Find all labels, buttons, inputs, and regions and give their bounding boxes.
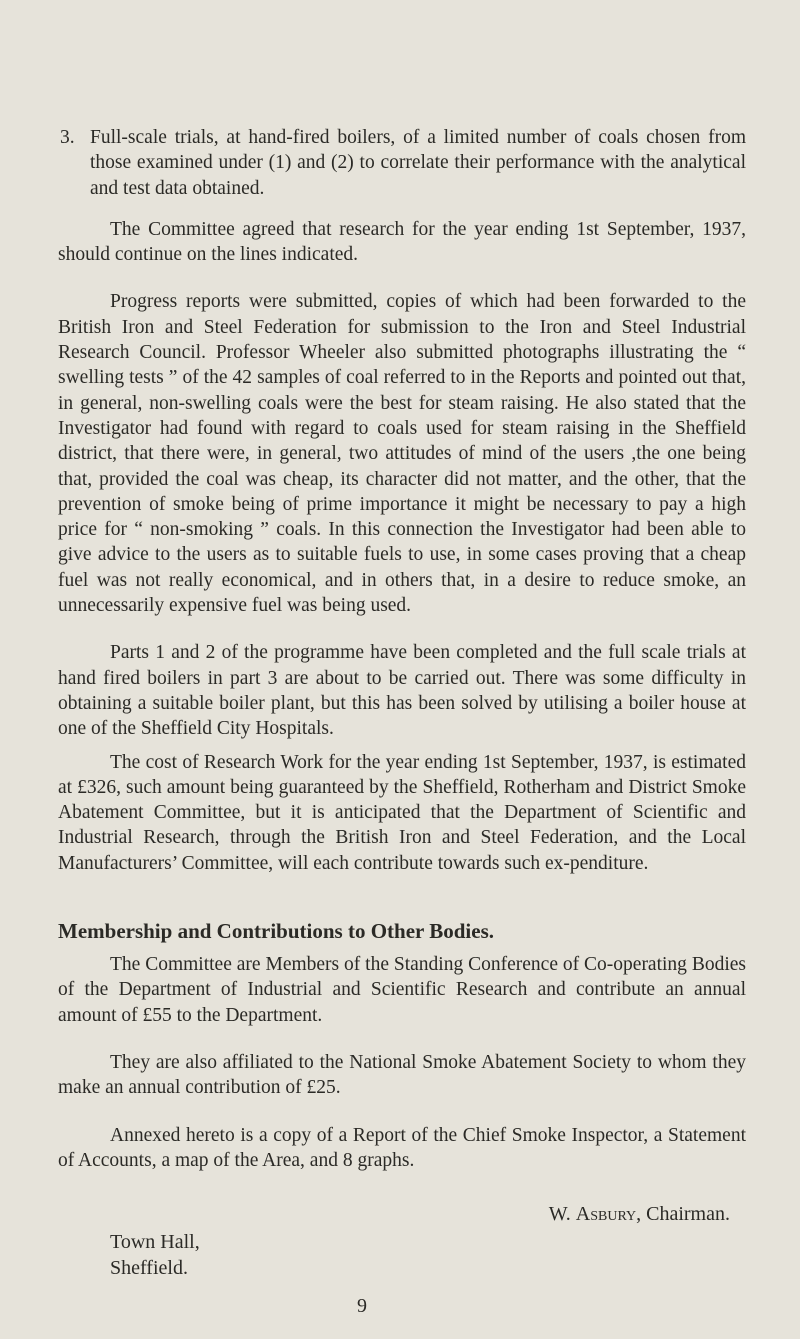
address-line-1: Town Hall, [110, 1231, 200, 1254]
signature [58, 1201, 746, 1227]
section-heading: Membership and Contributions to Other Bodies. [58, 919, 494, 944]
page-number: 9 [357, 1295, 367, 1318]
paragraph-research-continuation: The Committee agreed that research for the year ending 1st September, 1937, should continue on the lines indicated. [58, 218, 746, 266]
paragraph-research-cost: The cost of Research Work for the year ending 1st September, 1937, is estimated at £326, such amount being guaranteed by the Sheffield, Rotherham and District Smoke Abatement Committee, but it is anticipated that the Department of Scientific and Industrial Research, through the British Iron and Steel Federation, and the Local Manufacturers’ Committee, will each contribute towards such ex-penditure. [58, 751, 746, 874]
paragraph-programme-parts: Parts 1 and 2 of the programme have been completed and the full scale trials at hand fired boilers in part 3 are about to be carried out. There was some difficulty in obtaining a suitable boiler plant, but this has been solved by utilising a boiler house at one of the Sheffield City Hospitals. [58, 642, 746, 740]
paragraph-affiliation: They are also affiliated to the National Smoke Abatement Society to whom they make an annual contribution of £25. [58, 1051, 746, 1099]
signature-title: , Chairman. [636, 1203, 730, 1226]
paragraph-annexed: Annexed hereto is a copy of a Report of the Chief Smoke Inspector, a Statement of Accounts, a map of the Area, and 8 graphs. [58, 1124, 746, 1171]
signature-name: Asbury [575, 1203, 637, 1226]
paragraph-progress-reports: Progress reports were submitted, copies of which had been forwarded to the British Iron and Steel Federation for submission to the Iron and Steel Industrial Research Council. Professor Wheeler also submitted photographs illustrating the “ swelling tests ” of the 42 samples of coal referred to in the Reports and pointed out that, in general, non-swelling coals were the best for steam raising. He also stated that the Investigator had found with regard to coals used for steam raising in the Sheffield district, that there were, in general, two attitudes of mind of the users ,the one being that, provided the coal was cheap, its character did not matter, and the other, that the prevention of smoke being of prime importance it might be necessary to pay a high price for “ non-smoking ” coals. In this connection the Investigator had been able to give advice to the users as to suitable fuels to use, in some cases proving that a cheap fuel was not really economical, and in others that, in a desire to reduce smoke, an unnecessarily expensive fuel was being used. [58, 291, 746, 617]
address-block [58, 1229, 746, 1281]
list-item-number: 3. [60, 127, 75, 148]
signature-initial: W. [548, 1203, 571, 1226]
paragraph-membership: The Committee are Members of the Standing Conference of Co-operating Bodies of the Department of Industrial and Scientific Research and contribute an annual amount of £55 to the Department. [58, 954, 746, 1026]
list-item-3 [58, 125, 746, 201]
list-item-text: Full-scale trials, at hand-fired boilers, of a limited number of coals chosen from those examined under (1) and (2) to correlate their performance with the analytical and test data obtained. [90, 127, 746, 199]
address-line-2: Sheffield. [110, 1257, 188, 1280]
